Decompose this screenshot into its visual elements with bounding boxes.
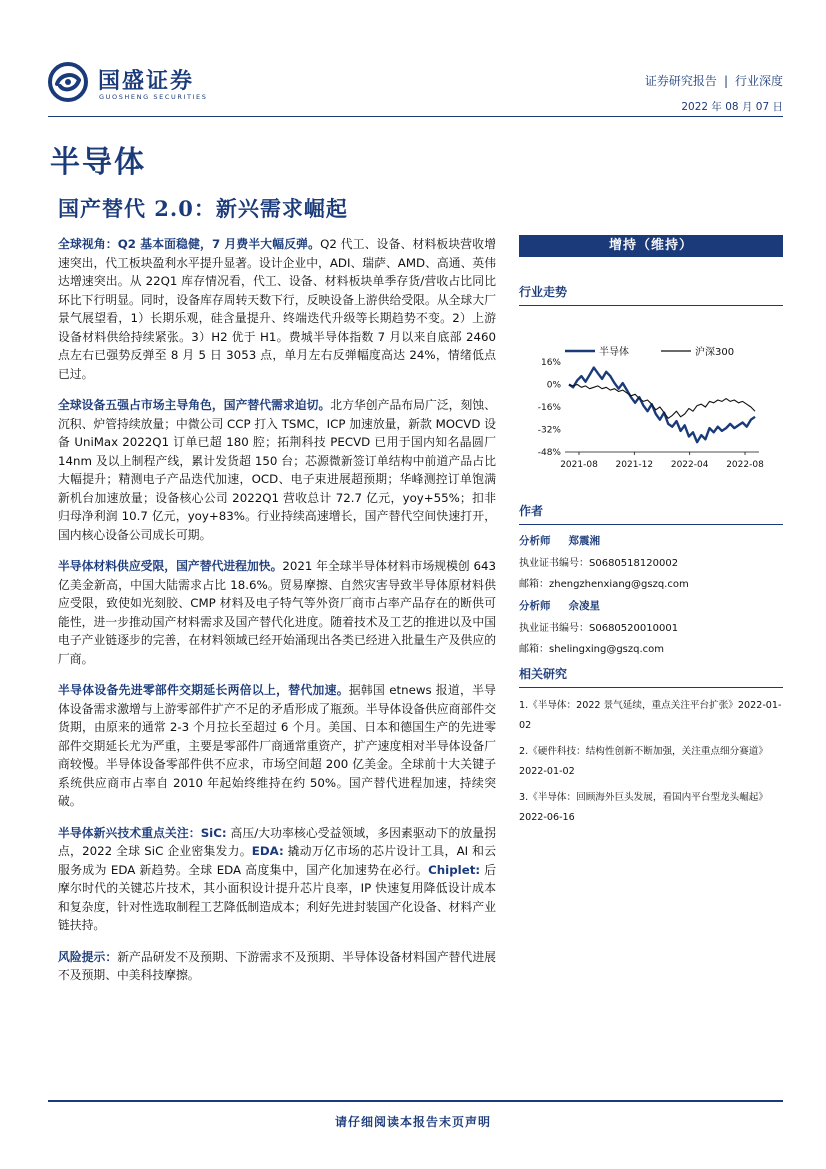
paragraph-emerging-tech	[58, 824, 496, 935]
author-role: 分析师	[519, 535, 551, 547]
author-email	[519, 640, 783, 655]
related-item[interactable]: 3.《半导体：回顾海外巨头发展，看国内平台型龙头崛起》2022-06-16	[519, 792, 768, 823]
segment-text-eda: 撬动万亿市场的芯片设计工具，AI 和云服务成为 EDA 新趋势。全球 EDA 高度集中，国产化加速势在必行。	[58, 844, 496, 877]
x-tick-label: 2021-08	[560, 460, 598, 470]
x-tick-label: 2022-04	[670, 460, 709, 470]
paragraph-text: 2021 年全球半导体材料市场规模创 643 亿美金新高，中国大陆需求占比 18.6%。贸易摩擦、自然灾害导致半导体原材料供应受限，致使如光刻胶、CMP 材料及电子特气等外资厂商市占率产品存在的断供可能性，进一步推动国产材料需求及国产替代化进度。随着技术及工艺的推进以及中国电子产业链逐步的完善，在材料领域已经开始涌现出各类已经进入批量生产及供应的厂商。	[58, 559, 496, 666]
y-tick-label: 0%	[546, 380, 561, 391]
related-research-list	[519, 696, 783, 828]
email-label: 邮箱：	[519, 644, 549, 655]
report-title: 国产替代 2.0：新兴需求崛起	[58, 196, 348, 221]
paragraph-lead: 全球设备五强占市场主导角色，国产替代需求迫切。	[58, 398, 331, 412]
segment-text-sic: 高压/大功率核心受益领域，多因素驱动下的放量拐点，2022 全球 SiC 企业密集发力。	[58, 825, 496, 858]
report-date: 2022 年 08 月 07 日	[681, 101, 783, 113]
related-section-title: 相关研究	[519, 665, 783, 688]
email-label: 邮箱：	[519, 579, 549, 590]
author-email	[519, 575, 783, 590]
paragraph-lead: 全球视角：Q2 基本面稳健，7 月费半大幅反弹。	[58, 237, 321, 251]
segment-text-chiplet: 后摩尔时代的关键芯片技术，其小面积设计提升芯片良率，IP 快速复用降低设计成本和复杂度，针对性选取制程工艺降低制造成本；利好先进封装国产化设备、材料产业链扶持。	[58, 862, 497, 932]
report-header	[48, 58, 783, 118]
keyword-sic: SiC:	[200, 825, 227, 840]
rating-badge: 增持（维持）	[519, 235, 783, 257]
author-license	[519, 554, 783, 569]
report-category: 行业深度	[734, 74, 783, 88]
author-name: 佘凌星	[568, 600, 600, 612]
author-1	[519, 533, 783, 548]
author-2	[519, 598, 783, 613]
author-role: 分析师	[519, 600, 551, 612]
paragraph-risk	[58, 948, 496, 985]
keyword-chiplet: Chiplet:	[428, 862, 481, 877]
paragraph-components	[58, 681, 496, 811]
y-tick-label: -48%	[537, 448, 561, 458]
legend-label: 沪深300	[695, 347, 735, 358]
paragraph-global-view	[58, 235, 496, 383]
report-type: 证券研究报告	[644, 74, 717, 88]
y-tick-label: 16%	[540, 358, 561, 368]
report-type-separator: |	[723, 74, 728, 88]
legend-label: 半导体	[599, 347, 629, 358]
sidebar	[519, 235, 783, 834]
paragraph-lead: 半导体材料供应受限，国产替代进程加快。	[58, 559, 283, 573]
y-tick-label: -32%	[537, 425, 561, 436]
author-license	[519, 619, 783, 634]
industry-title: 半导体	[50, 145, 146, 180]
brand-name: 国盛证券	[98, 69, 195, 94]
paragraph-text: 据韩国 etnews 报道，半导体设备需求激增与上游零部件扩产不足的矛盾形成了瓶颈。半导体设备供应商部件交货期，由原来的通常 2-3 个月拉长至超过 6 个月。美国、日本和德国生产的先进零部件交期延长尤为严重，主要是零部件厂商通常重资产，扩产速度相对半导体设备厂商较慢。半导体设备零部件供不应求，市场空间超 200 亿美金。全球前十大关键子系统供应商市占率自 2010 年起始终维持在约 50%。国产替代进程加速，持续突破。	[58, 683, 496, 808]
footer-disclaimer: 请仔细阅读本报告末页声明	[334, 1115, 491, 1129]
license-number: S0680518120002	[589, 558, 679, 569]
related-item[interactable]: 1.《半导体：2022 景气延续，重点关注平台扩张》2022-01-02	[519, 700, 782, 731]
email-address[interactable]: shelingxing@gszq.com	[549, 644, 665, 655]
paragraph-materials	[58, 557, 496, 668]
author-name: 郑震湘	[568, 535, 600, 547]
report-type-row	[645, 72, 783, 89]
paragraph-equipment	[58, 396, 496, 544]
paragraph-text: 新产品研发不及预期、下游需求不及预期、半导体设备材料国产替代进展不及预期、中美科技摩擦。	[58, 949, 496, 982]
trend-section-title: 行业走势	[519, 283, 783, 306]
license-label: 执业证书编号：	[519, 558, 589, 569]
paragraph-text: 北方华创产品布局广泛，刻蚀、沉积、炉管持续放量；中微公司 CCP 打入 TSMC，ICP 加速放量，新款 MOCVD 设备 UniMax 2022Q1 订单已超 180 腔；拓荆科技 PECVD 已用于国内知名晶圆厂 14nm 及以上制程产线，累计发货超 150 台；芯源微新签订单结构中前道产品占比大幅提升；精测电子产品迭代加速，OCD、电子束进展超预期；华峰测控订单饱满新机台加速放量；设备核心公司 2022Q1 营收总计 72.7 亿元，yoy+55%；扣非归母净利润 10.7 亿元，yoy+83%。行业持续高速增长，国产替代空间快速打开，国内核心设备公司成长可期。	[58, 398, 496, 542]
paragraph-lead: 半导体新兴技术重点关注：	[58, 825, 201, 840]
summary-column	[58, 235, 496, 998]
y-tick-label: -16%	[537, 403, 561, 413]
email-address[interactable]: zhengzhenxiang@gszq.com	[549, 579, 689, 590]
x-tick-label: 2022-08	[726, 460, 764, 470]
brand-logo	[48, 58, 238, 108]
header-divider	[48, 116, 783, 117]
license-label: 执业证书编号：	[519, 623, 589, 634]
x-tick-label: 2021-12	[615, 460, 654, 470]
authors-section-title: 作者	[519, 502, 783, 525]
license-number: S0680520010001	[589, 623, 679, 634]
related-item[interactable]: 2.《硬件科技：结构性创新不断加强，关注重点细分赛道》2022-01-02	[519, 746, 768, 777]
series-line-semiconductor	[569, 368, 755, 443]
report-meta	[645, 72, 783, 114]
brand-name-en: GUOSHENG SECURITIES	[99, 93, 208, 101]
paragraph-lead: 半导体设备先进零部件交期延长两倍以上，替代加速。	[58, 683, 349, 697]
footer-divider	[48, 1100, 783, 1102]
author-list	[519, 533, 783, 655]
paragraph-lead: 风险提示：	[58, 949, 118, 964]
series-line-csi300	[569, 385, 755, 419]
keyword-eda: EDA:	[251, 844, 284, 858]
trend-chart-svg	[519, 312, 783, 502]
trend-chart	[519, 312, 783, 502]
paragraph-text: Q2 代工、设备、材料板块营收增速突出，代工板块盈利水平提升显著。设计企业中，ADI、瑞萨、AMD、高通、英伟达增速突出。从 22Q1 库存情况看，代工、设备、材料板块单季存货/营收占比同比环比下行明显。同时，设备库存周转天数下行，反映设备上游供给受限。从全球大厂景气展望看，1）长期乐观，硅含量提升、终端迭代升级等长期趋势不变。2）上游设备材料供给持续紧张。3）H2 优于 H1。费城半导体指数 7 月以来自底部 2460 点左右已强势反弹至 8 月 5 日 3053 点，单月左右反弹幅度高达 24%，情绪低点已过。	[58, 237, 496, 381]
brand-logo-icon	[48, 62, 88, 102]
